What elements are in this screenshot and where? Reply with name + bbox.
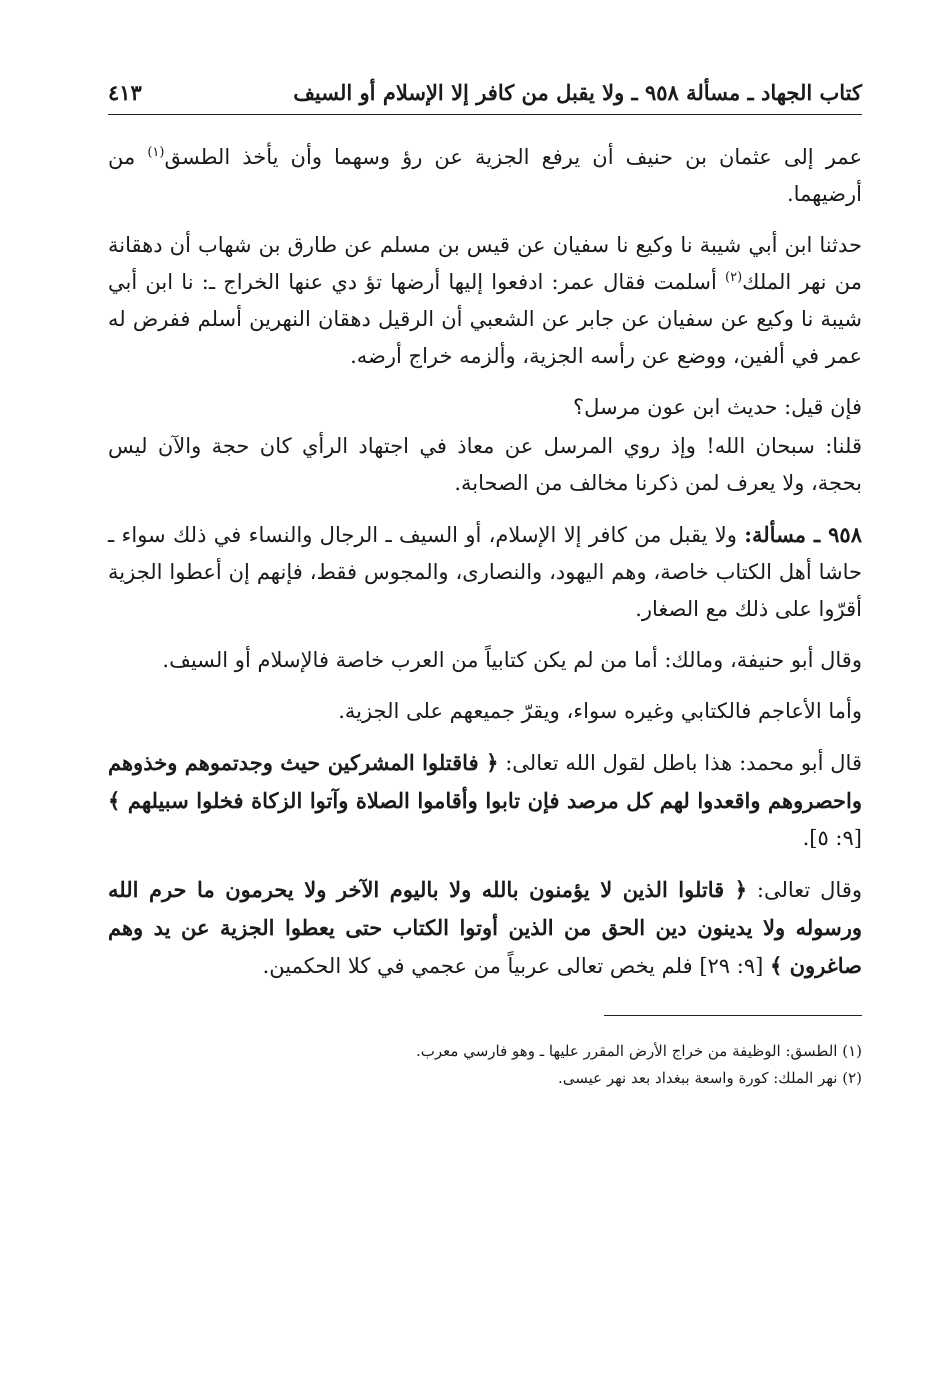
footnote-2: (٢) نهر الملك: كورة واسعة ببغداد بعد نهر عيسى. [557,1069,862,1087]
paragraph-6: وقال أبو حنيفة، ومالك: أما من لم يكن كتابياً من العرب خاصة فالإسلام أو السيف. [162,648,862,672]
footnote-ref-2: (٢) [725,270,743,285]
footnote-ref-1: (١) [147,145,165,160]
quran-quote-2: ﴿ قاتلوا الذين لا يؤمنون بالله ولا باليوم الآخر ولا يحرمون ما حرم الله ورسوله ولا يدينون دين الحق من الذين أوتوا الكتاب حتى يعطوا الجزية عن يد وهم صاغرون ﴾ [108,877,862,978]
paragraph-8 [108,744,862,857]
issue-text: ولا يقبل من كافر إلا الإسلام، أو السيف ـ الرجال والنساء في ذلك سواء ـ حاشا أهل الكتاب خاصة، وهم اليهود، والنصارى، والمجوس فقط، فإنهم إن أعطوا الجزية أقرّوا على ذلك مع الصغار. [108,523,862,621]
paragraph-3: فإن قيل: حديث ابن عون مرسل؟ [572,395,862,419]
paragraph-1 [108,139,862,213]
quran-citation-2: [٩: ٢٩] فلم يخص تعالى عربياً من عجمي في كلا الحكمين. [262,954,771,978]
paragraph-2 [108,227,862,375]
footnote-divider [604,1015,862,1016]
quran-citation-1: [٩: ٥]. [802,826,862,850]
paragraph-8-intro: قال أبو محمد: هذا باطل لقول الله تعالى: [498,751,862,775]
paragraph-1-text: عمر إلى عثمان بن حنيف أن يرفع الجزية عن رؤ وسهما وأن يأخذ الطسق [164,145,862,169]
book-page [108,70,862,1330]
paragraph-1-end: من أرضيهما. [108,145,862,206]
issue-label: ٩٥٨ ـ مسألة: [744,522,862,547]
paragraph-4: قلنا: سبحان الله! وإذ روي المرسل عن معاذ في اجتهاد الرأي كان حجة والآن ليس بحجة، ولا يعرف لمن ذكرنا مخالف من الصحابة. [108,434,862,495]
paragraph-9-intro: وقال تعالى: [747,878,862,902]
chapter-title: كتاب الجهاد ـ مسألة ٩٥٨ ـ ولا يقبل من كافر إلا الإسلام أو السيف [293,80,862,105]
page-number: ٤١٣ [108,80,142,105]
paragraph-2-end: أسلمت فقال عمر: ادفعوا إليها أرضها تؤ دي عنها الخراج ـ: نا ابن أبي شيبة نا وكيع عن سفيان عن جابر عن الشعبي أن الرقيل دهقان النهرين أسلم ففرض له عمر في ألفين، ووضع عن رأسه الجزية، وألزمه خراج أرضه. [108,270,862,368]
main-text [108,139,862,985]
issue-958 [108,516,862,628]
footnote-1: (١) الطسق: الوظيفة من خراج الأرض المقرر عليها ـ وهو فارسي معرب. [416,1042,862,1060]
running-header [108,70,862,115]
paragraph-2-text: حدثنا ابن أبي شيبة نا وكيع نا سفيان عن قيس بن مسلم عن طارق بن شهاب أن دهقانة من نهر الملك [108,233,862,294]
paragraph-7: وأما الأعاجم فالكتابي وغيره سواء، ويقرّ جميعهم على الجزية. [338,699,862,723]
quran-quote-1: ﴿ فاقتلوا المشركين حيث وجدتموهم وخذوهم واحصروهم واقعدوا لهم كل مرصد فإن تابوا وأقاموا الصلاة وآتوا الزكاة فخلوا سبيلهم ﴾ [108,750,862,813]
footnotes [108,1038,862,1092]
paragraph-9 [108,871,862,985]
